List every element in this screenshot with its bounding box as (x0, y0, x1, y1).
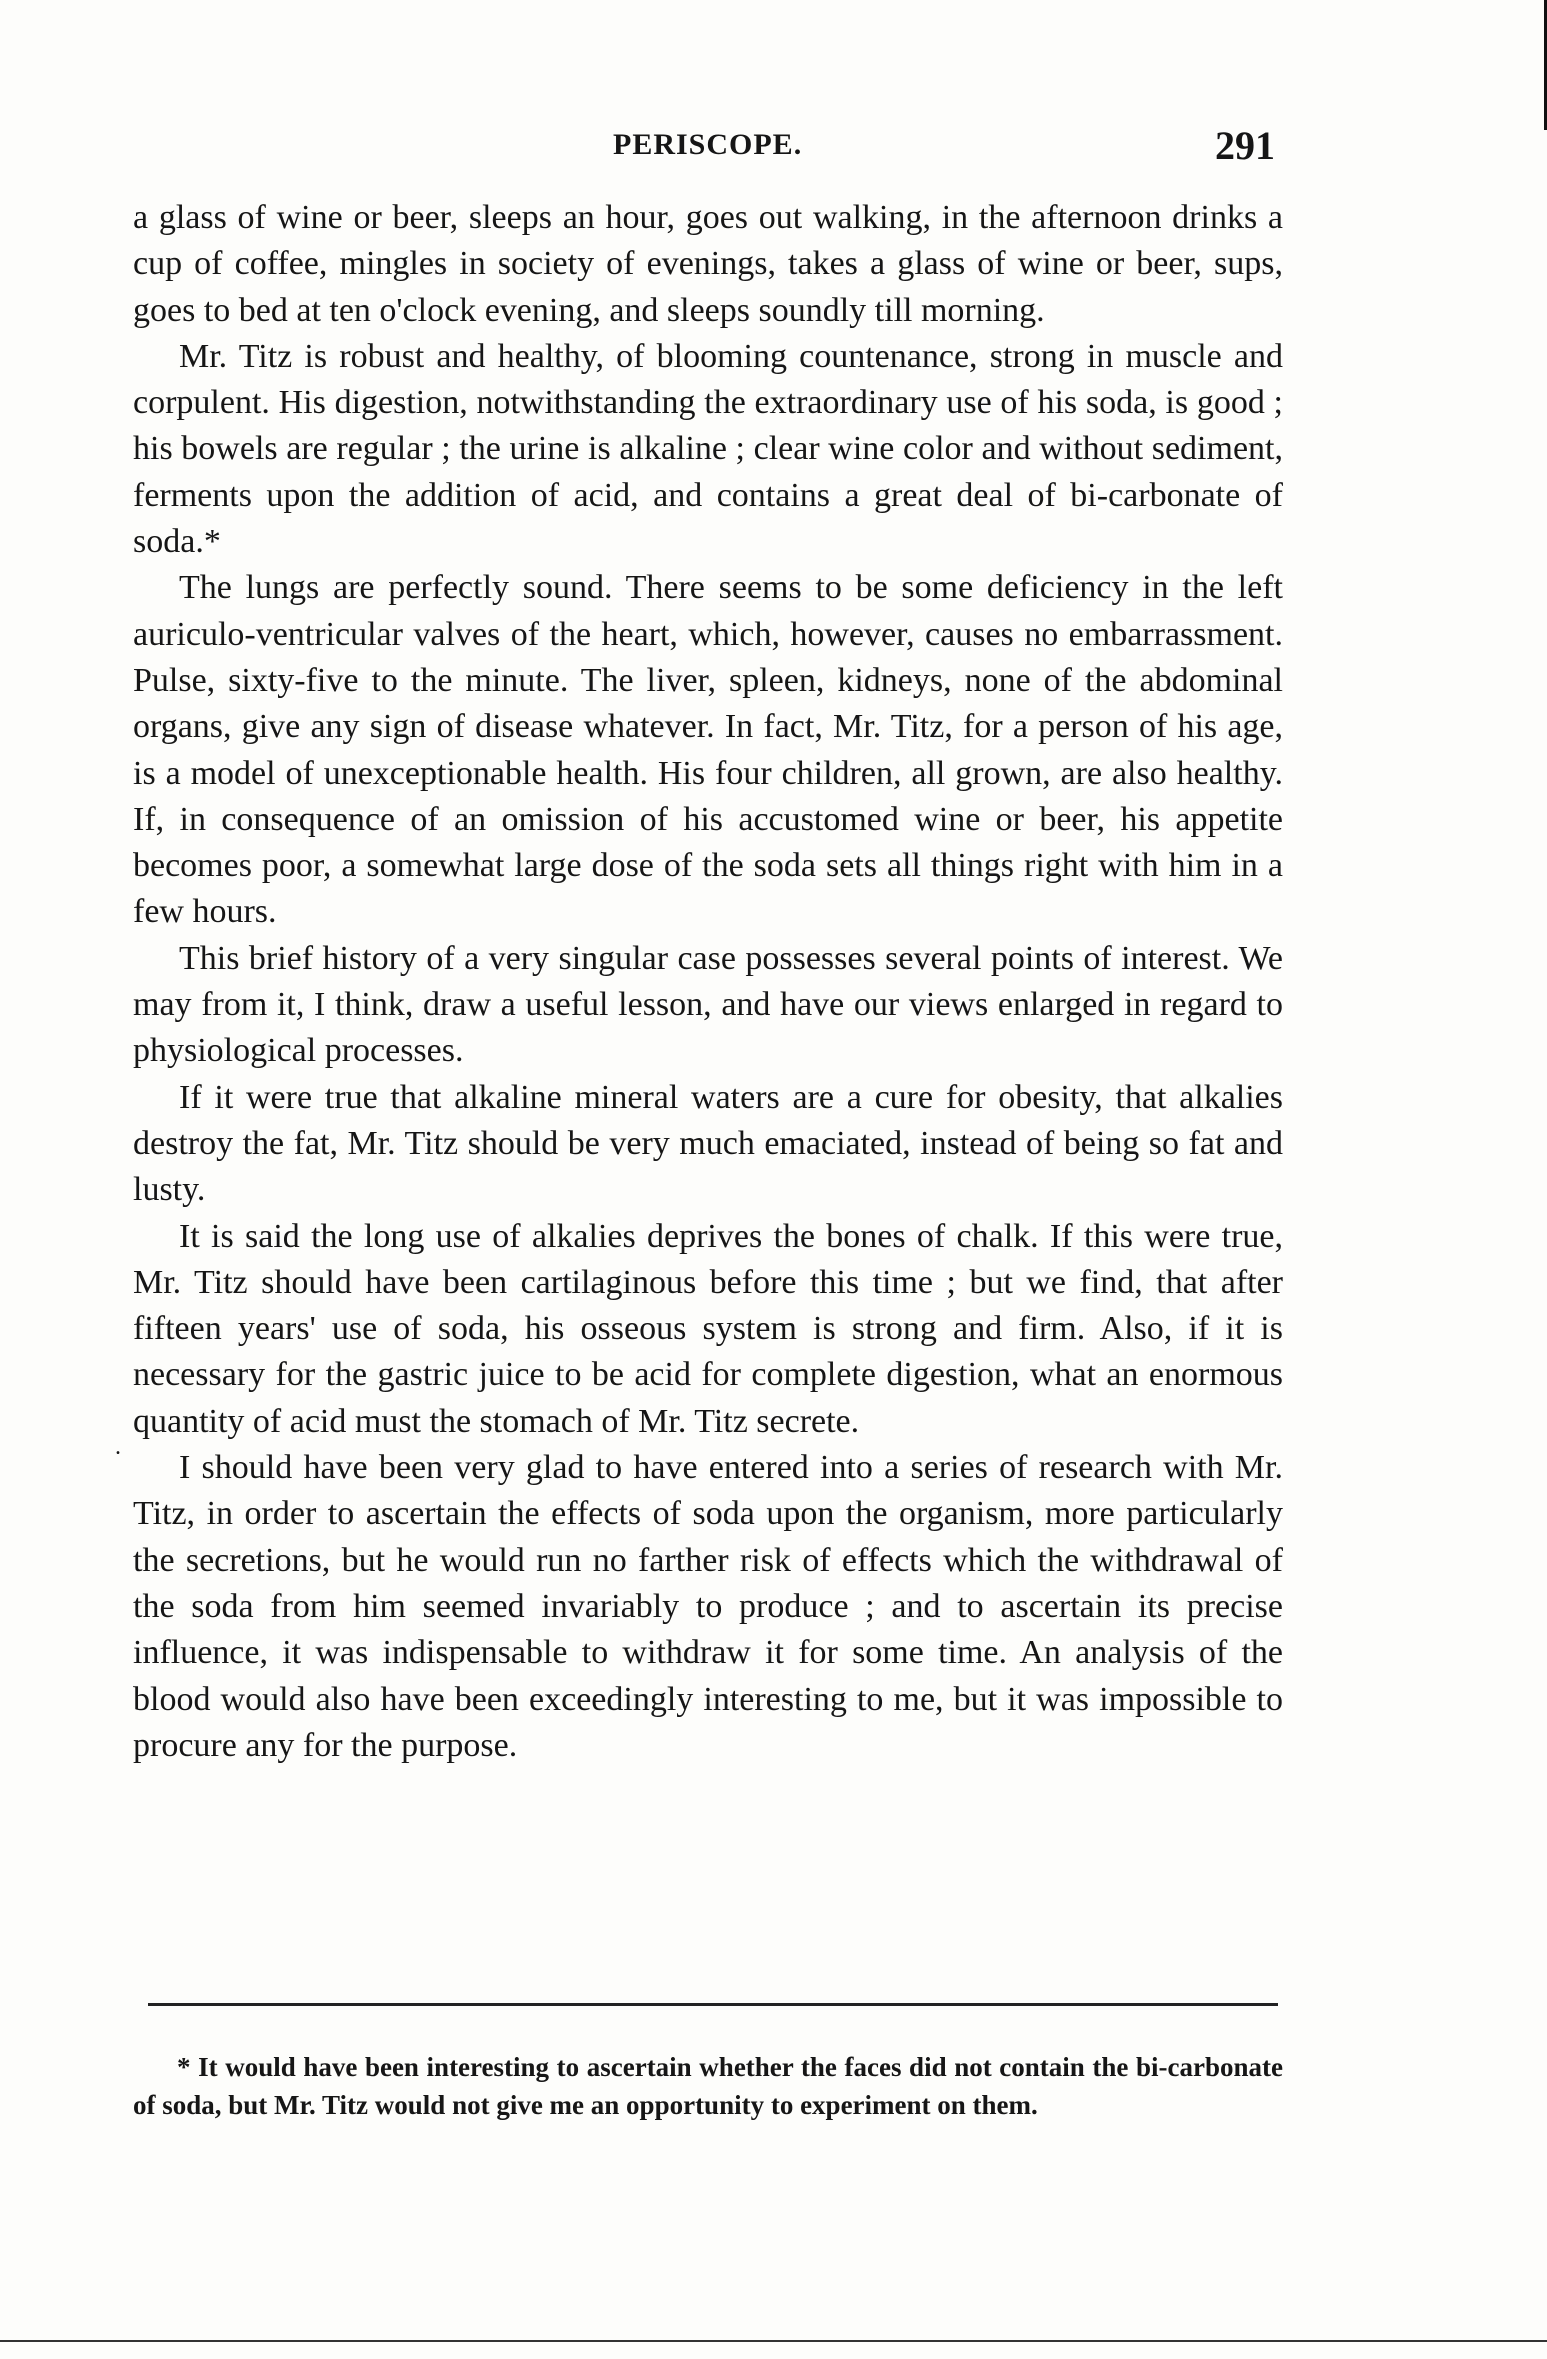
paragraph-organs: The lungs are perfectly sound. There seems to be some deficiency in the left auriculo-ventricular valves of the heart, which, however, causes no embarrassment. Pulse, sixty-five to the minute. The liver, spleen, kidneys, none of the abdominal organs, give any sign of disease whatever. In fact, Mr. Titz, for a person of his age, is a model of unexceptionable health. His four children, all grown, are also healthy. If, in consequence of an omission of his accustomed wine or beer, his appetite becomes poor, a somewhat large dose of the soda sets all things right with him in a few hours. (133, 569, 1283, 931)
paragraph-research: I should have been very glad to have entered into a series of research with Mr. Titz, in order to ascertain the effects of soda upon the organism, more particularly the secretions, but he would run no farther risk of effects which the withdrawal of the soda from him seemed invariably to produce ; and to ascertain its precise influence, it was indispensable to withdraw it for some time. An analysis of the blood would also have been exceedingly interesting to me, but it was impossible to procure any for the purpose. (133, 1449, 1283, 1764)
page-number: 291 (1215, 123, 1275, 168)
body-text (133, 195, 1283, 1769)
running-head: PERISCOPE. (613, 128, 803, 161)
paragraph-obesity: If it were true that alkaline mineral waters are a cure for obesity, that alkalies destroy the fat, Mr. Titz should be very much emaciated, instead of being so fat and lusty. (133, 1078, 1283, 1209)
page-header (133, 122, 1283, 166)
footnote: * It would have been interesting to ascertain whether the faces did not contain the bi-carbonate of soda, but Mr. Titz would not give me an opportunity to experiment on them. (133, 2052, 1283, 2120)
paragraph-bones: It is said the long use of alkalies deprives the bones of chalk. If this were true, Mr. Titz should have been cartilaginous before this time ; but we find, that after fifteen years' use of soda, his osseous system is strong and firm. Also, if it is necessary for the gastric juice to be acid for complete digestion, what an enormous quantity of acid must the stomach of Mr. Titz secrete. (133, 1217, 1283, 1440)
footnote-rule (148, 2003, 1278, 2006)
bottom-scan-line (0, 2340, 1547, 2342)
margin-speck: . (115, 1434, 121, 1460)
paragraph-titz-health: Mr. Titz is robust and healthy, of blooming countenance, strong in muscle and corpulent. His digestion, notwithstanding the extraordinary use of his soda, is good ; his bowels are regular ; the urine is alkaline ; clear wine color and without sediment, ferments upon the addition of acid, and contains a great deal of bi-carbonate of soda.* (133, 337, 1283, 561)
paragraph-continuation: a glass of wine or beer, sleeps an hour, goes out walking, in the afternoon drinks a cup of coffee, mingles in society of evenings, takes a glass of wine or beer, sups, goes to bed at ten o'clock evening, and sleeps soundly till morning. (133, 199, 1283, 329)
paragraph-lesson: This brief history of a very singular case possesses several points of interest. We may from it, I think, draw a useful lesson, and have our views enlarged in regard to physiological processes. (133, 939, 1283, 1070)
